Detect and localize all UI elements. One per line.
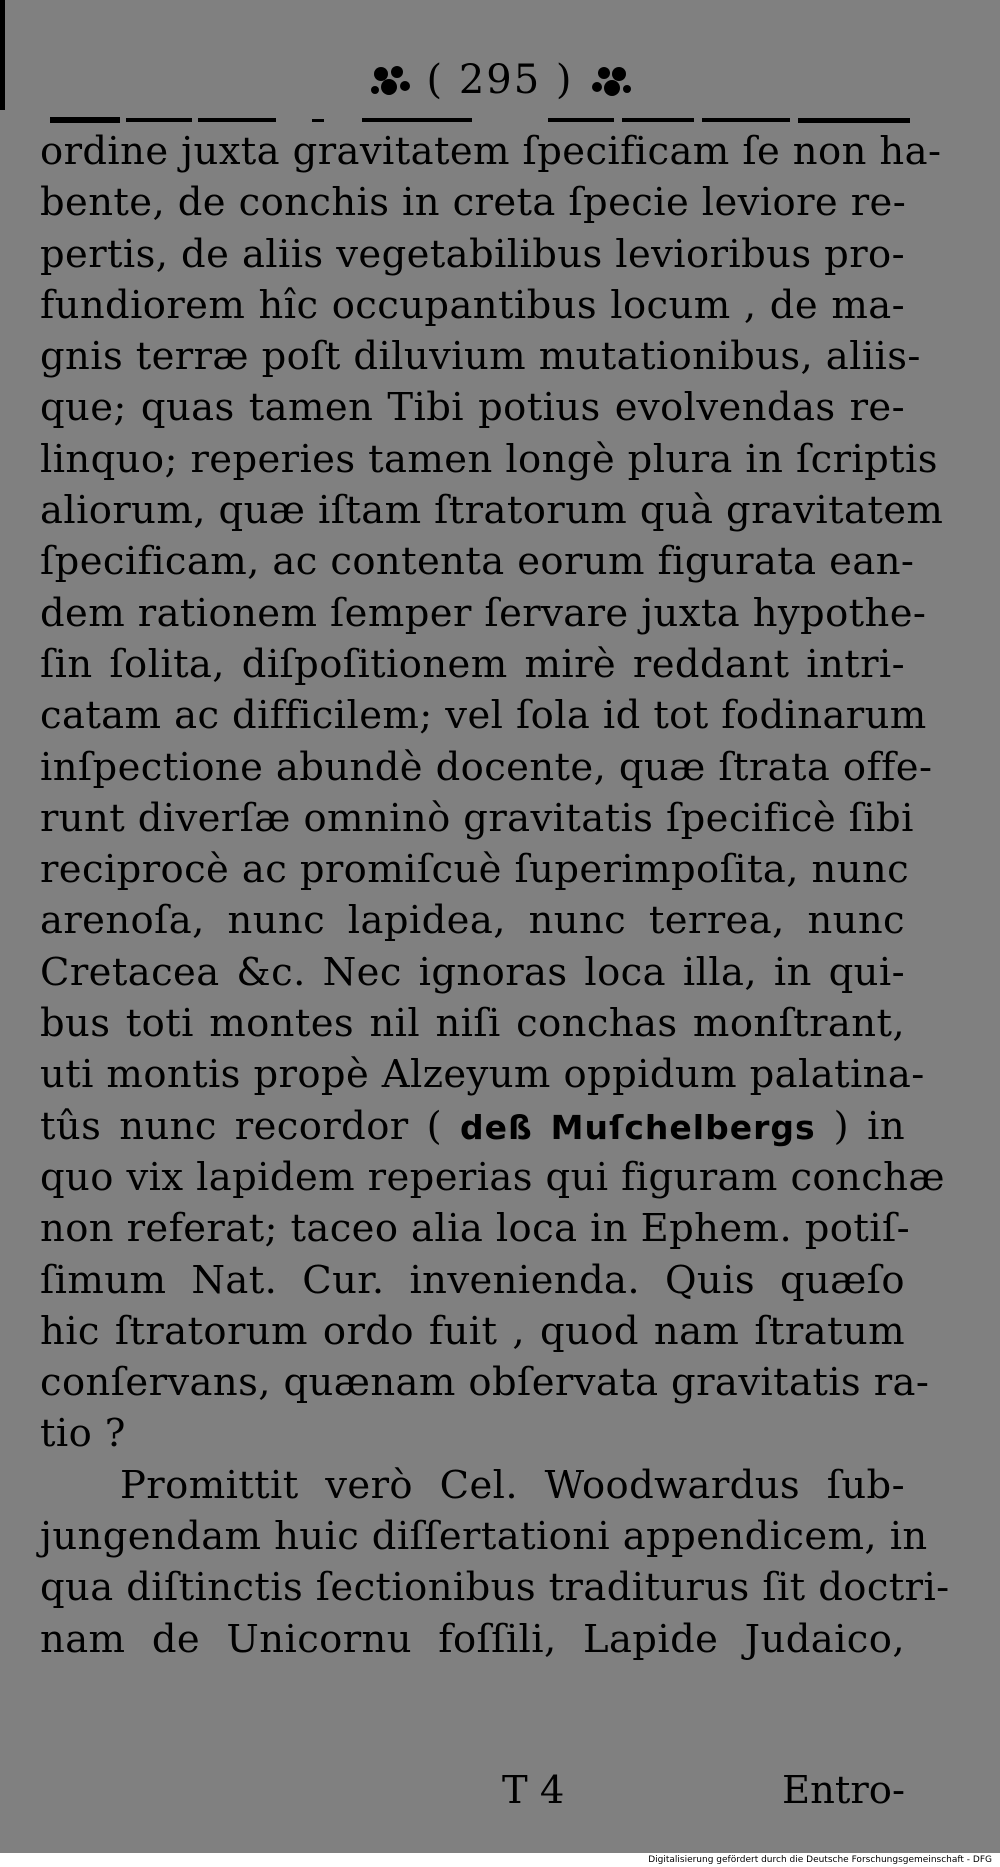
text-line: reciprocè ac promiſcuè ſuperimpoſita, nunc <box>40 847 910 893</box>
line-start: tûs nunc recordor ( <box>40 1103 443 1149</box>
page-number: ( 295 ) <box>426 57 574 103</box>
left-ornament-icon <box>367 60 413 100</box>
text-line: gnis terræ poſt diluvium mutationibus, aliis- <box>40 334 921 380</box>
text-line: bus toti montes nil niſi conchas monſtrant, <box>40 1001 905 1047</box>
text-line: bente, de conchis in creta ſpecie leviore re- <box>40 180 907 226</box>
text-line: inſpectione abundè docente, quæ ſtrata offe- <box>40 744 933 790</box>
digitization-footer <box>0 1853 1000 1867</box>
paragraph-line: qua diſtinctis ſectionibus traditurus ſit doctri- <box>40 1565 950 1611</box>
footer-credit: Digitalisierung gefördert durch die Deutsche Forschungsgemeinschaft - DFG <box>648 1855 992 1865</box>
paragraph-line: Promittit verò Cel. Woodwardus ſub- <box>120 1462 905 1508</box>
line-end: ) in <box>833 1103 906 1149</box>
text-line: non referat; taceo alia loca in Ephem. potiſ- <box>40 1206 911 1252</box>
text-line: ordine juxta gravitatem ſpecificam ſe non ha- <box>40 129 942 174</box>
signature-mark: T 4 <box>502 1768 565 1813</box>
header-rule <box>50 116 910 124</box>
text-line: arenoſa, nunc lapidea, nunc terrea, nunc <box>40 898 905 944</box>
text-line: que; quas tamen Tibi potius evolvendas re- <box>40 385 905 431</box>
text-line: fundiorem hîc occupantibus locum , de ma- <box>40 282 905 328</box>
page-foot-line <box>40 1768 905 1820</box>
text-line: ſimum Nat. Cur. invenienda. Quis quæſo <box>40 1257 905 1303</box>
text-line: catam ac difficilem; vel ſola id tot fodinarum <box>40 693 927 739</box>
text-line: linquo; reperies tamen longè plura in ſcriptis <box>40 436 938 482</box>
text-line: hic ſtratorum ordo fuit , quod nam ſtratum <box>40 1308 905 1354</box>
text-line-with-blackletter <box>40 1101 905 1152</box>
text-line: Cretacea &c. Nec ignoras loca illa, in qui- <box>40 949 905 995</box>
text-line: tio ? <box>40 1411 126 1457</box>
paragraph-line: jungendam huic diſſertationi appendicem, in <box>40 1514 928 1560</box>
catchword: Entro- <box>782 1768 905 1813</box>
body-text <box>40 126 950 1665</box>
page-header <box>0 50 1000 110</box>
text-line: aliorum, quæ iſtam ſtratorum quà gravitatem <box>40 488 944 534</box>
right-ornament-icon <box>588 60 634 100</box>
paragraph-line: nam de Unicornu foſſili, Lapide Judaico, <box>40 1616 905 1662</box>
text-line: runt diverſæ omninò gravitatis ſpecificè ſibi <box>40 795 914 841</box>
blackletter-phrase: deß Muſchelbergs <box>460 1107 816 1147</box>
text-line: ſpecificam, ac contenta eorum figurata ean- <box>40 539 915 585</box>
text-line: uti montis propè Alzeyum oppidum palatina- <box>40 1052 925 1098</box>
text-line: ſin ſolita, diſpoſitionem mirè reddant intri- <box>40 641 905 687</box>
text-line: conſervans, quænam obſervata gravitatis ra- <box>40 1360 930 1406</box>
text-line: pertis, de aliis vegetabilibus levioribus pro- <box>40 231 905 277</box>
text-line: dem rationem ſemper ſervare juxta hypothe- <box>40 590 927 636</box>
text-line: quo vix lapidem reperias qui figuram conchæ <box>40 1154 945 1200</box>
